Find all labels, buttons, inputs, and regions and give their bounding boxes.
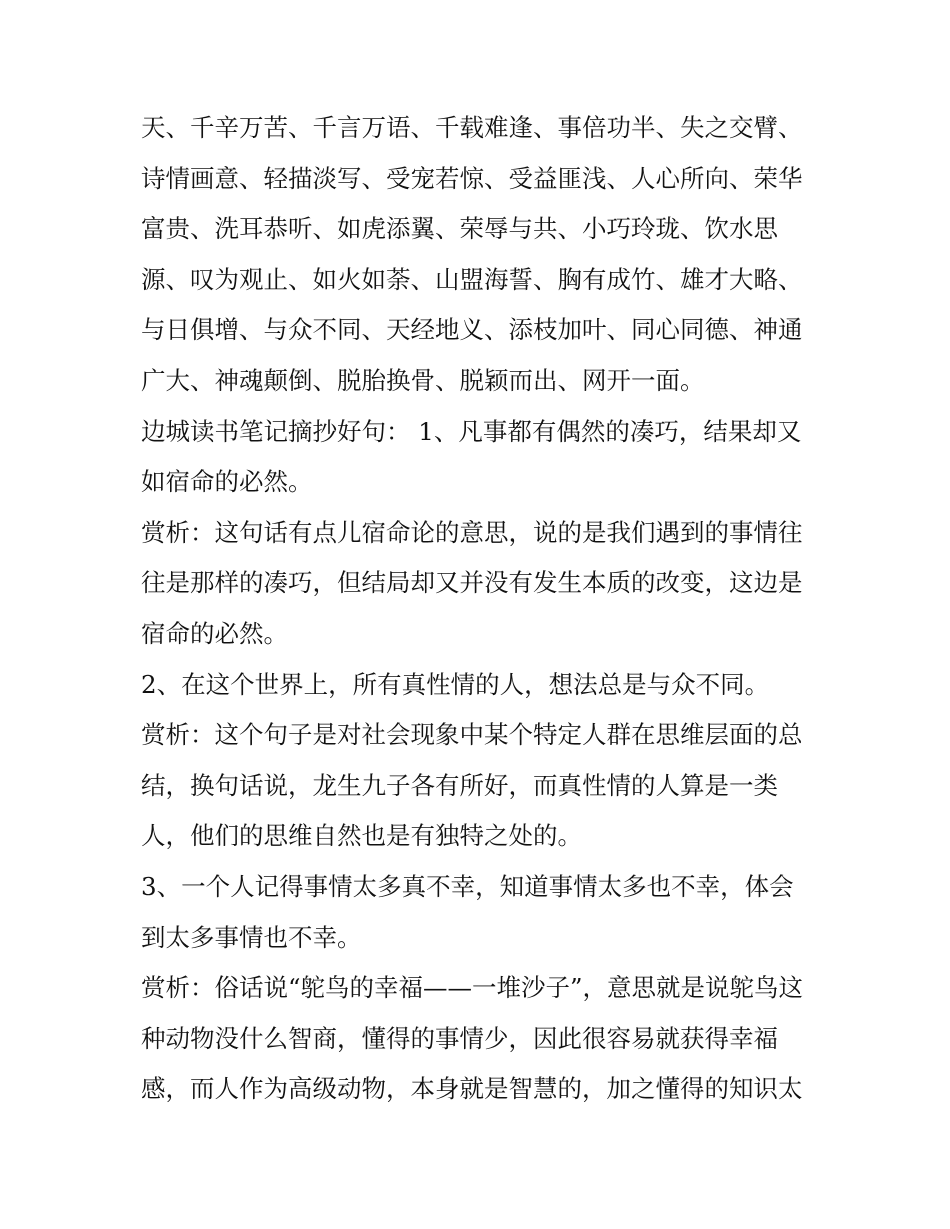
text-line: 与日俱增、与众不同、天经地义、添枝加叶、同心同德、神通 [141, 315, 803, 345]
text-line: 诗情画意、轻描淡写、受宠若惊、受益匪浅、人心所向、荣华 [141, 163, 803, 193]
text-line: 种动物没什么智商，懂得的事情少，因此很容易就获得幸福 [141, 1023, 778, 1053]
document-body [141, 103, 821, 1115]
text-line: 源、叹为观止、如火如荼、山盟海誓、胸有成竹、雄才大略、 [141, 264, 803, 294]
text-line: 感，而人作为高级动物，本身就是智慧的，加之懂得的知识太 [141, 1074, 803, 1104]
text-line: 富贵、洗耳恭听、如虎添翼、荣辱与共、小巧玲珑、饮水思 [141, 214, 778, 244]
text-line: 2、在这个世界上，所有真性情的人，想法总是与众不同。 [141, 669, 770, 699]
text-line: 广大、神魂颠倒、脱胎换骨、脱颖而出、网开一面。 [141, 365, 705, 395]
text-line: 如宿命的必然。 [141, 467, 313, 497]
text-line: 结，换句话说，龙生九子各有所好，而真性情的人算是一类 [141, 770, 778, 800]
text-line: 天、千辛万苦、千言万语、千载难逢、事倍功半、失之交臂、 [141, 113, 803, 142]
text-line: 到太多事情也不幸。 [141, 922, 362, 952]
text-line: 3、一个人记得事情太多真不幸，知道事情太多也不幸，体会 [141, 871, 794, 901]
text-line: 边城读书笔记摘抄好句： 1、凡事都有偶然的凑巧，结果却又 [141, 416, 802, 446]
text-line: 宿命的必然。 [141, 618, 288, 648]
text-line: 赏析：这个句子是对社会现象中某个特定人群在思维层面的总 [141, 720, 803, 750]
text-line: 人，他们的思维自然也是有独特之处的。 [141, 821, 582, 851]
text-line: 赏析：俗话说“鸵鸟的幸福——一堆沙子”，意思就是说鸵鸟这 [141, 973, 804, 1003]
text-line: 往是那样的凑巧，但结局却又并没有发生本质的改变，这边是 [141, 568, 803, 598]
text-line: 赏析：这句话有点儿宿命论的意思，说的是我们遇到的事情往 [141, 517, 803, 547]
